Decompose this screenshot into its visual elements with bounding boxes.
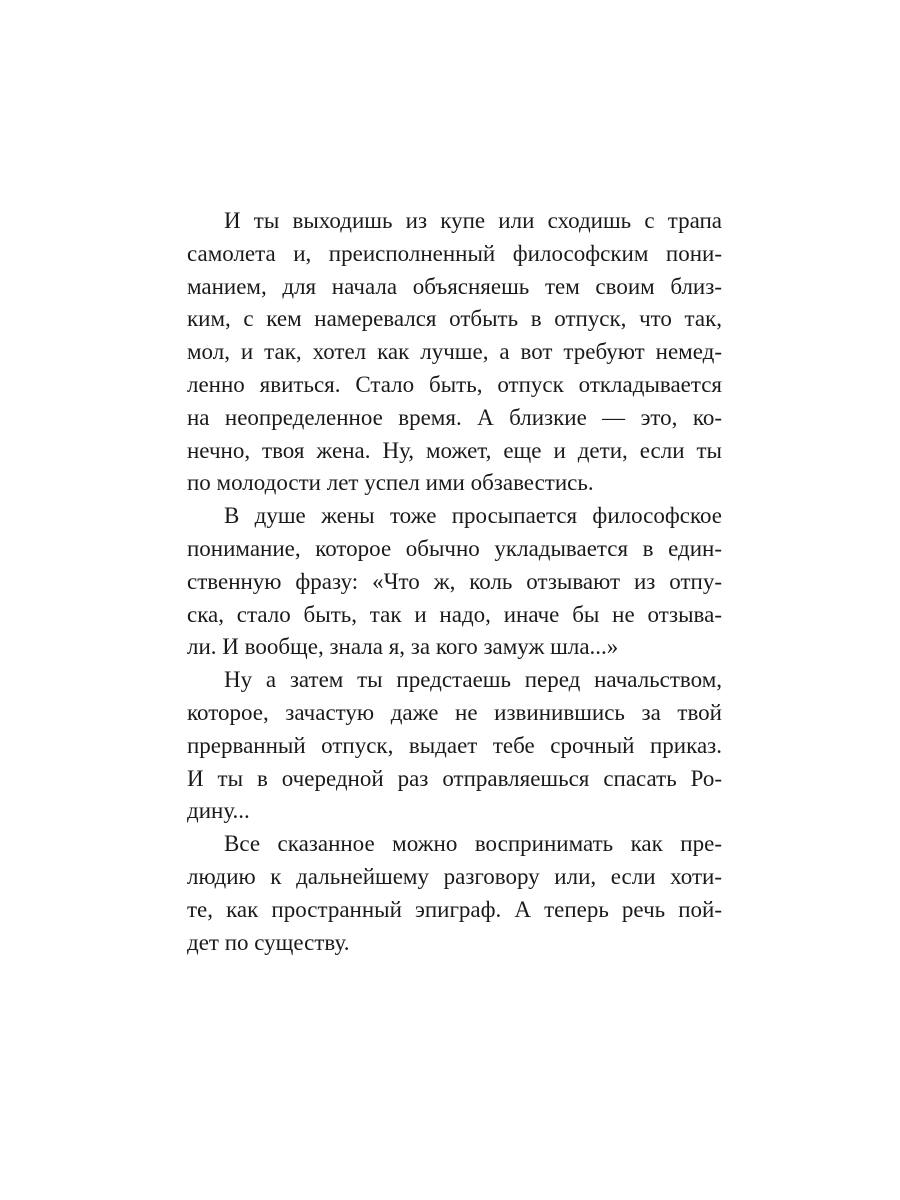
paragraph-1 xyxy=(187,205,722,500)
text-line: самолета и, преисполненный философским пони- xyxy=(187,240,722,266)
text-line: ска, стало быть, так и надо, иначе бы не отзыва- xyxy=(187,601,722,627)
text-line: нечно, твоя жена. Ну, может, еще и дети, если ты xyxy=(187,437,722,463)
text-line: понимание, которое обычно укладывается в един- xyxy=(187,535,722,561)
text-line: В душе жены тоже просыпается философское xyxy=(224,503,722,529)
text-line: которое, зачастую даже не извинившись за твой xyxy=(187,699,722,725)
text-line: дет по существу. xyxy=(187,929,350,955)
text-line: прерванный отпуск, выдает тебе срочный приказ. xyxy=(187,732,722,758)
text-line: те, как пространный эпиграф. А теперь речь пой- xyxy=(187,896,722,922)
paragraph-3 xyxy=(187,664,722,828)
text-line: ственную фразу: «Что ж, коль отзывают из отпу- xyxy=(187,568,722,594)
text-line: И ты выходишь из купе или сходишь с трапа xyxy=(224,208,722,233)
text-line: дину... xyxy=(187,798,250,824)
text-line: Ну а затем ты предстаешь перед начальством, xyxy=(224,667,722,693)
text-line: по молодости лет успел ими обзавестись. xyxy=(187,470,594,496)
paragraph-2 xyxy=(187,500,722,664)
text-line: ким, с кем намеревался отбыть в отпуск, что так, xyxy=(187,306,722,332)
text-line: на неопределенное время. А близкие — это, ко- xyxy=(187,404,722,430)
text-line: людию к дальнейшему разговору или, если хоти- xyxy=(187,863,722,889)
text-line: манием, для начала объясняешь тем своим близ- xyxy=(187,273,722,299)
text-line: ли. И вообще, знала я, за кого замуж шла...» xyxy=(187,634,619,660)
page-text xyxy=(187,205,722,959)
text-line: И ты в очередной раз отправляешься спасать Ро- xyxy=(187,765,722,791)
paragraph-4 xyxy=(187,828,722,959)
text-line: ленно явиться. Стало быть, отпуск откладывается xyxy=(187,371,722,397)
text-line: Все сказанное можно воспринимать как пре- xyxy=(224,831,722,857)
text-line: мол, и так, хотел как лучше, а вот требуют немед- xyxy=(187,339,722,365)
